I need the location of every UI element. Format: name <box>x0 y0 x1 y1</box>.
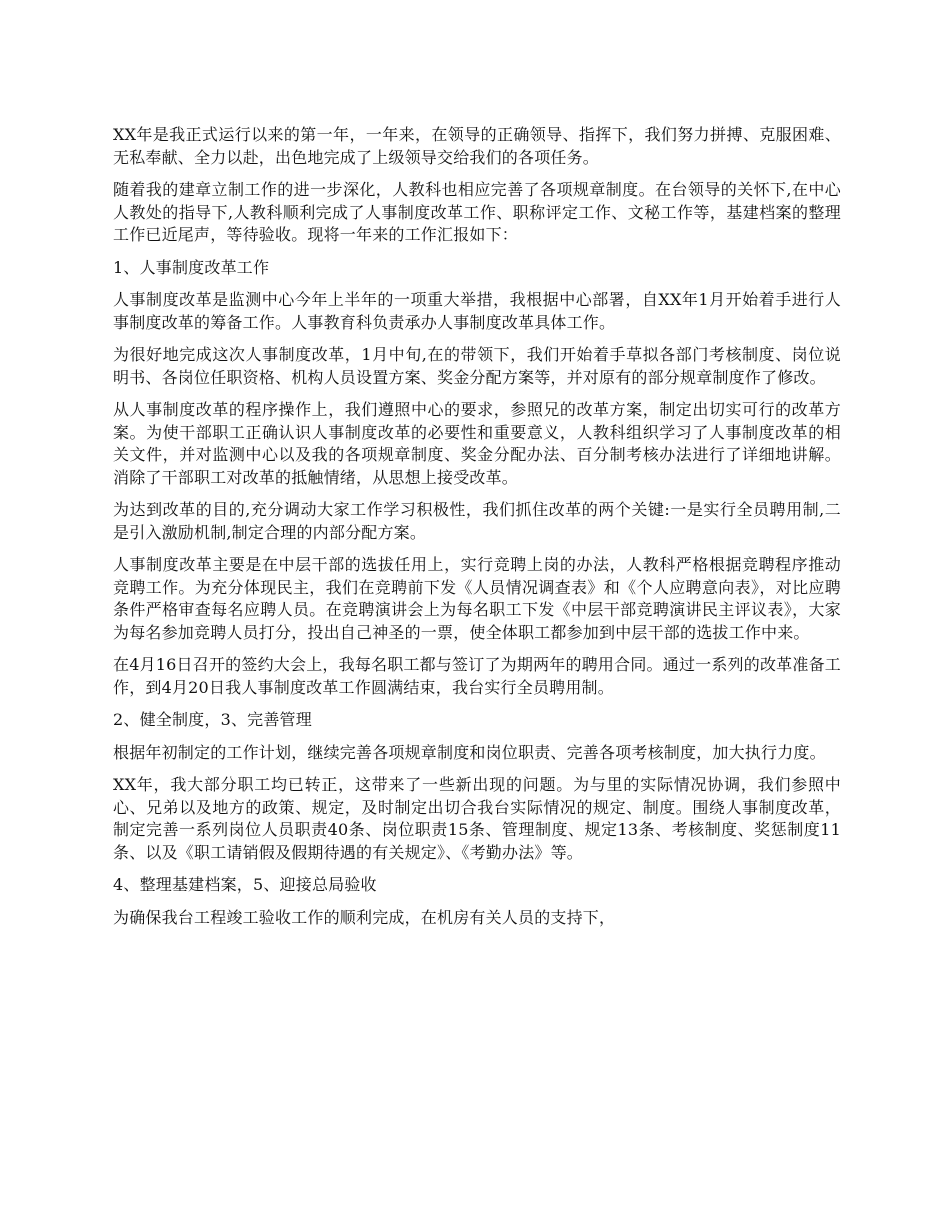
paragraph: XX年是我正式运行以来的第一年，一年来，在领导的正确领导、指挥下，我们努力拼搏、克服困难、无私奉献、全力以赴，出色地完成了上级领导交给我们的各项任务。 <box>113 125 841 167</box>
paragraph: 在4月16日召开的签约大会上，我每名职工都与签订了为期两年的聘用合同。通过一系列的改革准备工作，到4月20日我人事制度改革工作圆满结束，我台实行全员聘用制。 <box>113 655 841 697</box>
paragraph: 为确保我台工程竣工验收工作的顺利完成，在机房有关人员的支持下， <box>113 907 616 927</box>
section-heading: 4、整理基建档案，5、迎接总局验收 <box>113 875 377 894</box>
paragraph: 根据年初制定的工作计划，继续完善各项规章制度和岗位职责、完善各项考核制度，加大执行力度。 <box>113 742 826 762</box>
paragraph: 人事制度改革主要是在中层干部的选拔任用上，实行竞聘上岗的办法，人教科严格根据竞聘程序推动竞聘工作。为充分体现民主，我们在竞聘前下发《人员情况调查表》和《个人应聘意向表》，对比应聘条件严格审查每名应聘人员。在竞聘演讲会上为每名职工下发《中层干部竞聘演讲民主评议表》，大家为每名参加竞聘人员打分，投出自己神圣的一票，使全体职工都参加到中层干部的选拔工作中来。 <box>113 555 841 642</box>
document-body <box>113 124 841 939</box>
paragraph: 人事制度改革是监测中心今年上半年的一项重大举措，我根据中心部署，自XX年1月开始着手进行人事制度改革的筹备工作。人事教育科负责承办人事制度改革具体工作。 <box>113 290 841 332</box>
paragraph: 为很好地完成这次人事制度改革，1月中旬,在的带领下，我们开始着手草拟各部门考核制度、岗位说明书、各岗位任职资格、机构人员设置方案、奖金分配方案等，并对原有的部分规章制度作了修改。 <box>113 345 841 387</box>
paragraph: 为达到改革的目的,充分调动大家工作学习积极性，我们抓住改革的两个关键:一是实行全员聘用制,二是引入激励机制,制定合理的内部分配方案。 <box>113 500 841 542</box>
paragraph: 随着我的建章立制工作的进一步深化，人教科也相应完善了各项规章制度。在台领导的关怀下,在中心人教处的指导下,人教科顺利完成了人事制度改革工作、职称评定工作、文秘工作等，基建档案的整理工作已近尾声，等待验收。现将一年来的工作汇报如下： <box>113 180 841 244</box>
paragraph: XX年，我大部分职工均已转正，这带来了一些新出现的问题。为与里的实际情况协调，我们参照中心、兄弟以及地方的政策、规定，及时制定出切合我台实际情况的规定、制度。围绕人事制度改革，制定完善一系列岗位人员职责40条、岗位职责15条、管理制度、规定13条、考核制度、奖惩制度11条、以及《职工请销假及假期待遇的有关规定》、《考勤办法》等。 <box>113 775 841 862</box>
paragraph: 从人事制度改革的程序操作上，我们遵照中心的要求，参照兄的改革方案，制定出切实可行的改革方案。为使干部职工正确认识人事制度改革的必要性和重要意义，人教科组织学习了人事制度改革的相关文件，并对监测中心以及我的各项规章制度、奖金分配办法、百分制考核办法进行了详细地讲解。消除了干部职工对改革的抵触情绪，从思想上接受改革。 <box>113 400 841 487</box>
section-heading: 2、健全制度，3、完善管理 <box>113 710 312 729</box>
section-heading: 1、人事制度改革工作 <box>113 257 270 277</box>
